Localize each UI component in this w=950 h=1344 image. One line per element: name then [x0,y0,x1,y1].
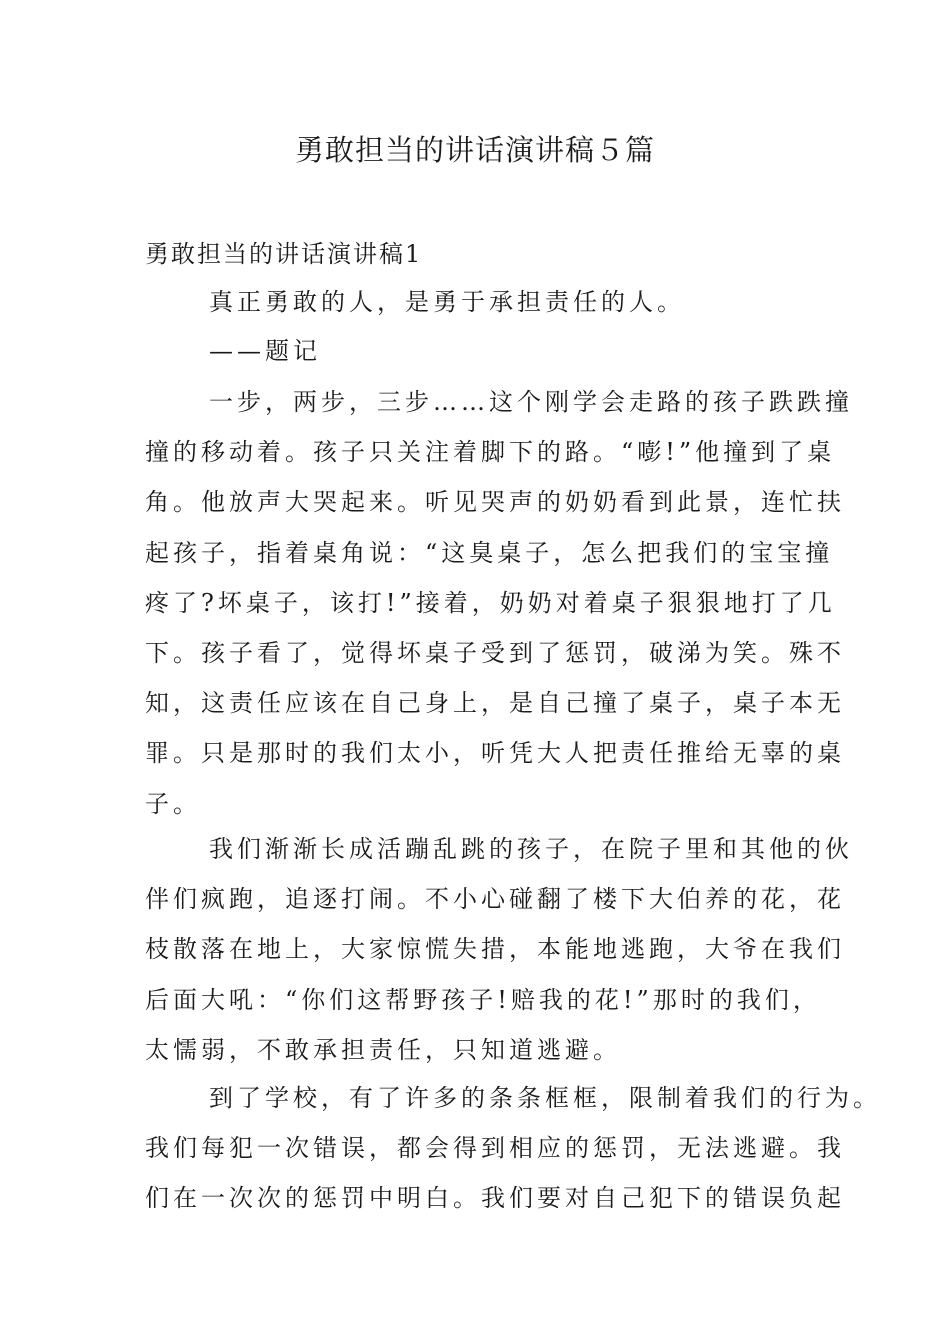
document-title: 勇敢担当的讲话演讲稿５篇 [294,133,655,167]
epigraph: 真正勇敢的人，是勇于承担责任的人。 [209,288,685,316]
paragraph-line: 疼了?坏桌子，该打!”接着，奶奶对着桌子狠狠地打了几 [145,588,836,617]
paragraph [145,824,853,1075]
paragraph-line: 到了学校，有了许多的条条框框，限制着我们的行为。 [209,1084,881,1112]
paragraph-line: 我们每犯一次错误，都会得到相应的惩罚，无法逃避。我 [145,1134,845,1163]
paragraph-line: 太懦弱，不敢承担责任，只知道逃避。 [145,1035,621,1064]
paragraph-line: 一步，两步，三步……这个刚学会走路的孩子跌跌撞 [209,388,853,416]
paragraph-line: 知，这责任应该在自己身上，是自己撞了桌子，桌子本无 [145,689,845,718]
paragraph-line: 们在一次次的惩罚中明白。我们要对自己犯下的错误负起 [145,1184,845,1213]
paragraph-line: 枝散落在地上，大家惊慌失措，本能地逃跑，大爷在我们 [145,935,845,964]
paragraph-line: 起孩子，指着桌角说：“这臭桌子，怎么把我们的宝宝撞 [145,538,834,567]
section-heading: 勇敢担当的讲话演讲稿1 [145,240,423,268]
paragraph [145,1073,881,1224]
paragraph-line: 罪。只是那时的我们太小，听凭大人把责任推给无辜的桌 [145,739,845,768]
paragraph-line: 撞的移动着。孩子只关注着脚下的路。“嘭!”他撞到了桌 [145,438,836,467]
paragraph-line: 子。 [145,789,201,818]
paragraph-line: 下。孩子看了，觉得坏桌子受到了惩罚，破涕为笑。殊不 [145,638,845,667]
paragraph-line: 后面大吼：“你们这帮野孩子!赔我的花!”那时的我们， [145,985,821,1014]
paragraph-line: 我们渐渐长成活蹦乱跳的孩子，在院子里和其他的伙 [209,835,853,863]
epigraph-source: ——题记 [209,337,321,365]
paragraph [145,377,853,829]
paragraph-line: 伴们疯跑，追逐打闹。不小心碰翻了楼下大伯养的花，花 [145,885,845,914]
paragraph-line: 角。他放声大哭起来。听见哭声的奶奶看到此景，连忙扶 [145,488,845,517]
